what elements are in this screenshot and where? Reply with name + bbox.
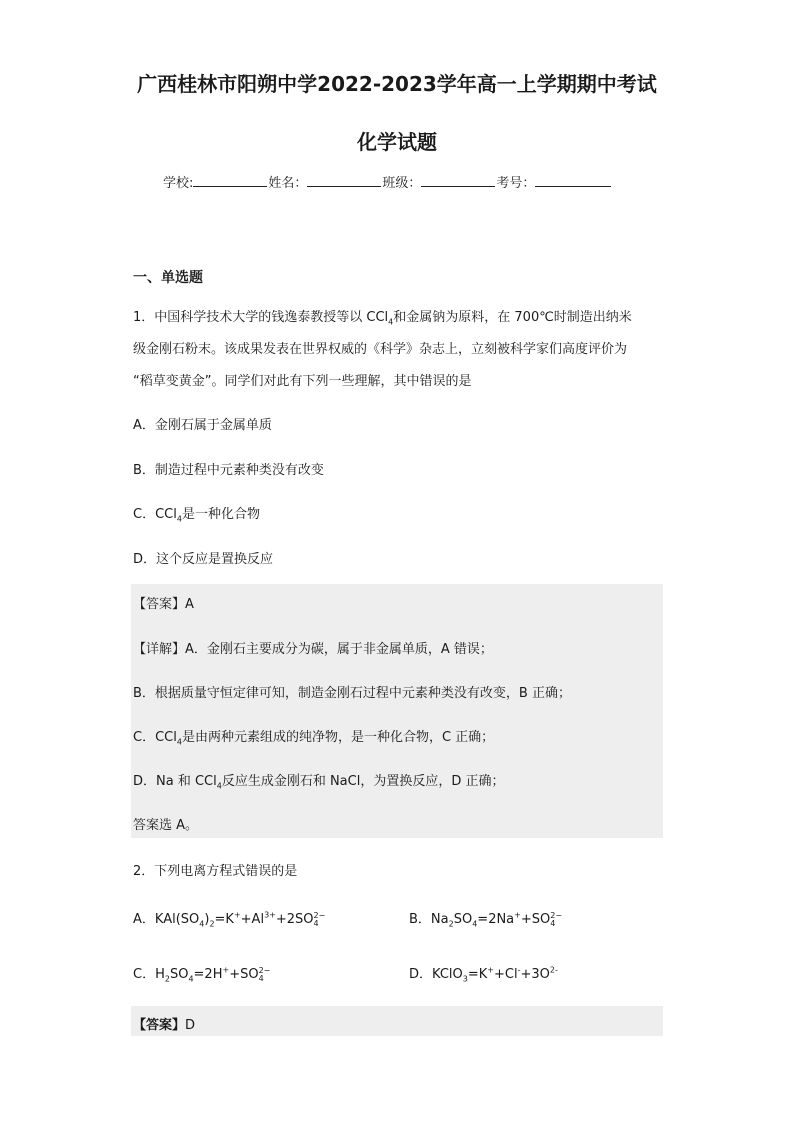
q2-a-text-4: +Al [240,912,265,927]
q1-detail-a-text: A．金刚石主要成分为碳，属于非金属单质，A 错误； [185,642,493,657]
q1-stem-line1 [133,306,632,325]
q1-option-d: D．这个反应是置换反应 [133,552,274,567]
q1-option-a: A．金刚石属于金属单质 [133,418,272,433]
q2-stem: 2．下列电离方程式错误的是 [133,864,298,879]
q2-d-sup-3: 2- [549,965,558,975]
q2-b-ion-charge [550,912,562,928]
q1-detail-c-text-a: C．CCl [133,730,177,745]
q1-conclusion: 答案选 A。 [133,818,199,833]
q1-detail-d [133,770,504,789]
q2-b-text-4: +SO [520,912,551,927]
q1-detail-c-text-b: 是由两种元素组成的纯净物，是一种化合物，C 正确； [181,730,495,745]
q2-answer-value: D [185,1018,196,1033]
q1-stem-sub: 4 [388,317,394,327]
q2-a-ion-sup: 2− [313,910,326,920]
q2-d-text-3: +Cl [493,967,518,982]
q2-b-sub-2: 4 [472,919,478,929]
q1-detail-d-text-a: D．Na 和 CCl [133,774,217,789]
q1-answer [133,593,194,612]
q2-a-text-2: ) [204,912,210,927]
q1-option-b: B．制造过程中元素种类没有改变 [133,463,324,478]
school-blank [193,174,267,187]
q2-c-text-2: SO [169,967,189,982]
q2-option-c [133,963,270,983]
q2-d-sup-1: + [487,965,494,975]
q2-b-ion-sub: 4 [550,918,556,928]
student-info-row [163,172,612,191]
q2-c-sup-1: + [222,965,230,975]
q1-detail-b: B．根据质量守恒定律可知，制造金刚石过程中元素种类没有改变，B 正确； [133,686,571,701]
q1-stem-text-a: 1．中国科学技术大学的钱逸泰教授等以 CCl [133,310,389,325]
q1-option-c-sub: 4 [176,514,182,524]
q2-c-text-1: C．H [133,967,165,982]
q2-b-sup-1: + [514,910,521,920]
q2-option-a [133,908,325,928]
q2-d-sub-1: 3 [462,974,468,984]
q2-a-sup-1: + [233,910,241,920]
q1-detail-a [133,638,493,657]
q2-answer [133,1014,195,1033]
q1-detail-d-text-b: 反应生成金刚石和 NaCl，为置换反应，D 正确； [221,774,505,789]
q2-c-ion-charge [259,967,271,983]
q1-option-c-text-b: 是一种化合物 [181,507,260,522]
q2-a-ion-charge [314,912,326,928]
q2-a-sub-1: 4 [199,919,205,929]
q2-d-text-1: D．KClO [409,967,463,982]
q2-a-text-5: +2SO [275,912,314,927]
q1-answer-value: A [185,597,194,612]
name-label: 姓名： [268,176,308,191]
q2-a-text-3: =K [214,912,234,927]
q1-option-c [133,503,260,522]
q1-answer-box [131,584,663,838]
section-heading: 一、单选题 [133,270,203,286]
q2-option-b [409,908,562,928]
q2-c-ion-sub: 4 [258,973,264,983]
q2-b-text-3: =2Na [477,912,515,927]
q2-c-sub-2: 4 [188,974,194,984]
q1-detail-c [133,726,494,745]
class-blank [421,174,495,187]
q1-stem-line2: 级金刚石粉末。该成果发表在世界权威的《科学》杂志上，立刻被科学家们高度评价为 [133,342,628,357]
name-blank [307,174,381,187]
exam-no-label: 考号： [496,176,536,191]
q2-c-sub-1: 2 [164,974,170,984]
q1-detail-label: 【详解】 [133,642,186,657]
q1-stem-line3: “稻草变黄金”。同学们对此有下列一些理解，其中错误的是 [133,374,472,389]
q2-c-text-4: +SO [229,967,259,982]
q2-d-text-2: =K [467,967,488,982]
q2-a-sub-2: 2 [209,919,215,929]
q2-answer-box [131,1006,663,1036]
q1-answer-label: 【答案】 [133,597,186,612]
exam-no-blank [535,174,611,187]
q1-detail-d-sub: 4 [216,781,222,791]
q2-answer-label: 【答案】 [133,1018,186,1033]
q2-b-text-2: SO [453,912,473,927]
q2-a-ion-sub: 4 [313,918,319,928]
document-title: 广西桂林市阳朔中学2022-2023学年高一上学期期中考试 [137,72,657,96]
q2-option-d [409,963,558,982]
q2-b-text-1: B．Na [409,912,449,927]
q2-c-text-3: =2H [193,967,223,982]
q2-b-ion-sup: 2− [550,910,563,920]
q1-option-c-text-a: C．CCl [133,507,177,522]
q2-a-sup-2: 3+ [264,910,276,920]
document-subtitle: 化学试题 [357,130,437,154]
class-label: 班级： [382,176,422,191]
q2-c-ion-sup: 2− [258,965,271,975]
school-label: 学校: [163,176,194,191]
q2-d-text-4: +3O [520,967,550,982]
q1-detail-c-sub: 4 [176,737,182,747]
q2-b-sub-1: 2 [448,919,454,929]
q2-a-text-1: A．KAl(SO [133,912,200,927]
q2-d-sup-2: - [517,965,521,975]
q1-stem-text-b: 和金属钠为原料，在 700℃时制造出纳米 [393,310,632,325]
